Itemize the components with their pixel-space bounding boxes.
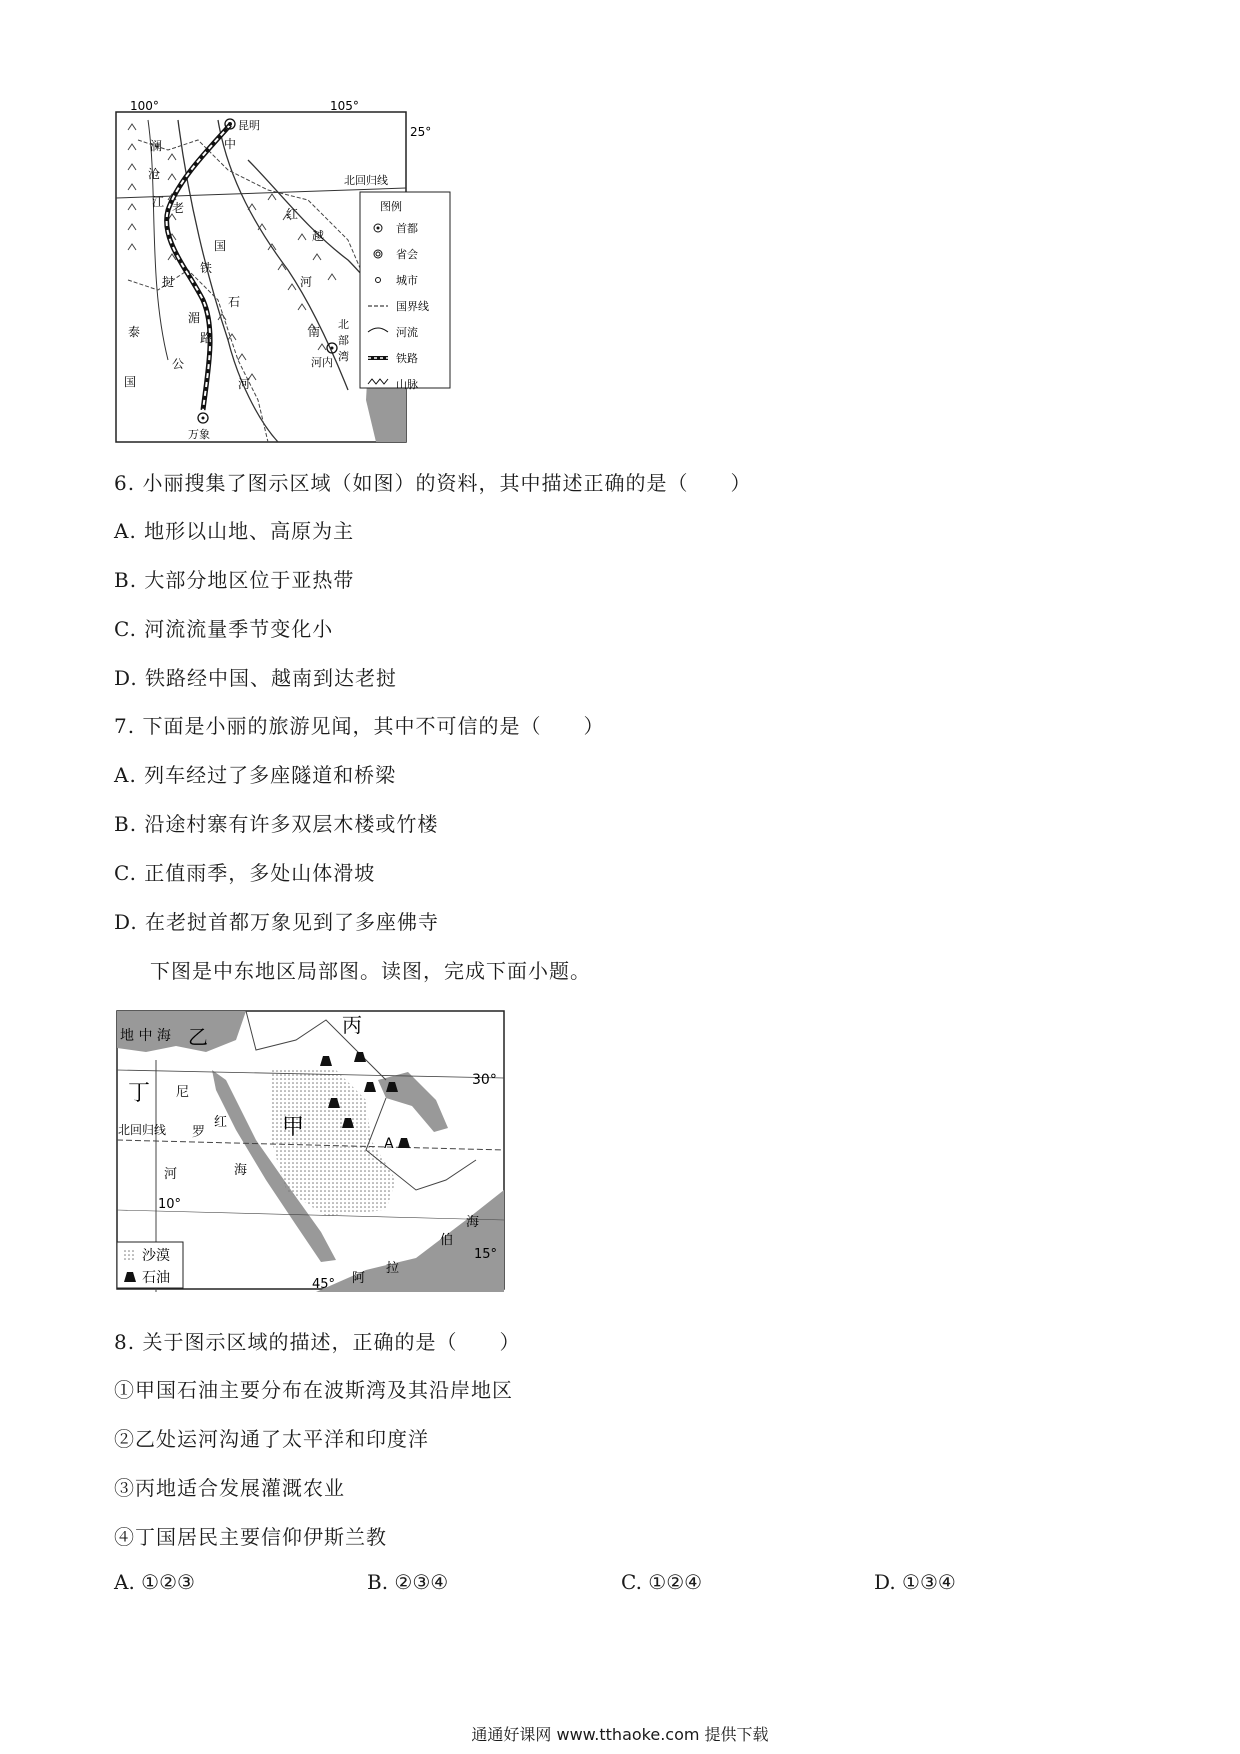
label-arab-1: 阿 <box>352 1271 366 1286</box>
q7-option-d[interactable]: D. 在老挝首都万象见到了多座佛寺 <box>114 910 440 934</box>
lon-100-label: 100° <box>130 100 159 113</box>
q6-option-d[interactable]: D. 铁路经中国、越南到达老挝 <box>114 666 398 690</box>
footer: 通通好课网 www.tthaoke.com 提供下载 <box>471 1725 769 1744</box>
label-nile-2: 罗 <box>192 1125 206 1140</box>
legend-title: 图例 <box>380 200 402 213</box>
label-shi: 石 <box>228 295 241 309</box>
label-mediterranean: 地 中 海 <box>120 1028 171 1044</box>
label-tie: 铁 <box>200 261 213 275</box>
label-tropic: 北回归线 <box>118 1123 167 1137</box>
indochina-railway-map <box>108 100 508 450</box>
label-guo: 国 <box>214 239 227 253</box>
q7-option-b[interactable]: B. 沿途村寨有许多双层木楼或竹楼 <box>114 812 439 836</box>
label-a: A <box>384 1136 394 1152</box>
label-red-2: 海 <box>234 1163 248 1178</box>
label-bei: 北 <box>338 318 349 331</box>
legend-railway: 铁路 <box>396 352 418 365</box>
label-jiang: 江 <box>152 195 165 209</box>
label-wo: 挝 <box>162 275 175 289</box>
label-he: 河 <box>300 275 313 289</box>
label-arab-3: 伯 <box>440 1233 454 1248</box>
label-red-1: 红 <box>214 1115 228 1130</box>
label-gong: 公 <box>172 357 185 371</box>
label-he2: 河 <box>238 377 251 391</box>
label-bing: 丙 <box>342 1013 362 1037</box>
legend-provincial: 省会 <box>396 248 418 261</box>
q8-statement-1: ①甲国石油主要分布在波斯湾及其沿岸地区 <box>114 1378 513 1402</box>
label-yue: 越 <box>312 229 325 243</box>
q8-stem: 8. 关于图示区域的描述，正确的是（ ） <box>114 1330 521 1354</box>
q7-option-a[interactable]: A. 列车经过了多座隧道和桥梁 <box>114 763 397 787</box>
label-guo2: 国 <box>124 375 137 389</box>
label-lat30: 30° <box>472 1072 497 1088</box>
legend-desert: 沙漠 <box>142 1248 170 1264</box>
label-ding: 丁 <box>128 1081 151 1106</box>
q7-option-c[interactable]: C. 正值雨季，多处山体滑坡 <box>114 861 376 885</box>
map1-legend <box>360 192 450 391</box>
legend-border: 国界线 <box>396 300 429 313</box>
label-lan: 澜 <box>150 139 163 153</box>
tropic-label: 北回归线 <box>344 174 388 187</box>
lat-25-label: 25° <box>410 125 432 139</box>
label-nan: 南 <box>308 325 321 339</box>
label-lat15: 15° <box>474 1247 498 1262</box>
q8-statement-2: ②乙处运河沟通了太平洋和印度洋 <box>114 1427 429 1451</box>
intro-text: 下图是中东地区局部图。读图，完成下面小题。 <box>150 959 591 983</box>
label-arab-2: 拉 <box>386 1261 400 1276</box>
place-vientiane: 万象 <box>188 428 210 441</box>
label-yi: 乙 <box>188 1025 208 1049</box>
label-cang: 沧 <box>148 167 161 181</box>
label-tai: 泰 <box>128 325 141 339</box>
place-hanoi: 河内 <box>311 356 333 369</box>
label-lon45: 45° <box>312 1277 336 1292</box>
q8-option-c[interactable]: C. ①②④ <box>621 1570 703 1594</box>
lon-105-label: 105° <box>330 100 359 113</box>
legend-capital: 首都 <box>396 222 418 235</box>
label-lao: 老 <box>172 201 185 215</box>
label-lat10: 10° <box>158 1197 182 1212</box>
label-nile-3: 河 <box>164 1167 178 1182</box>
label-nile-1: 尼 <box>176 1085 190 1100</box>
label-bu: 部 <box>338 334 349 347</box>
label-mei: 湄 <box>188 311 201 325</box>
q6-stem: 6. 小丽搜集了图示区域（如图）的资料，其中描述正确的是（ ） <box>114 471 752 495</box>
legend-river: 河流 <box>396 326 418 339</box>
place-kunming: 昆明 <box>238 119 260 132</box>
legend-mountain: 山脉 <box>396 378 418 391</box>
label-zhong: 中 <box>224 137 237 151</box>
q8-statement-4: ④丁国居民主要信仰伊斯兰教 <box>114 1525 387 1549</box>
q6-option-b[interactable]: B. 大部分地区位于亚热带 <box>114 568 355 592</box>
legend-city: 城市 <box>396 274 418 287</box>
q6-option-a[interactable]: A. 地形以山地、高原为主 <box>114 519 355 543</box>
q8-option-d[interactable]: D. ①③④ <box>874 1570 956 1594</box>
legend-oil: 石油 <box>142 1270 170 1286</box>
label-lu: 路 <box>200 331 213 345</box>
q6-option-c[interactable]: C. 河流流量季节变化小 <box>114 617 334 641</box>
middle-east-map <box>116 1010 506 1292</box>
label-arab-4: 海 <box>466 1215 480 1230</box>
q8-statement-3: ③丙地适合发展灌溉农业 <box>114 1476 345 1500</box>
label-wan: 湾 <box>338 350 349 363</box>
map2-legend <box>117 1242 183 1288</box>
q8-option-b[interactable]: B. ②③④ <box>367 1570 449 1594</box>
label-jia: 甲 <box>282 1115 305 1140</box>
q8-option-a[interactable]: A. ①②③ <box>114 1570 195 1594</box>
q7-stem: 7. 下面是小丽的旅游见闻，其中不可信的是（ ） <box>114 714 605 738</box>
label-hong: 红 <box>286 207 299 221</box>
